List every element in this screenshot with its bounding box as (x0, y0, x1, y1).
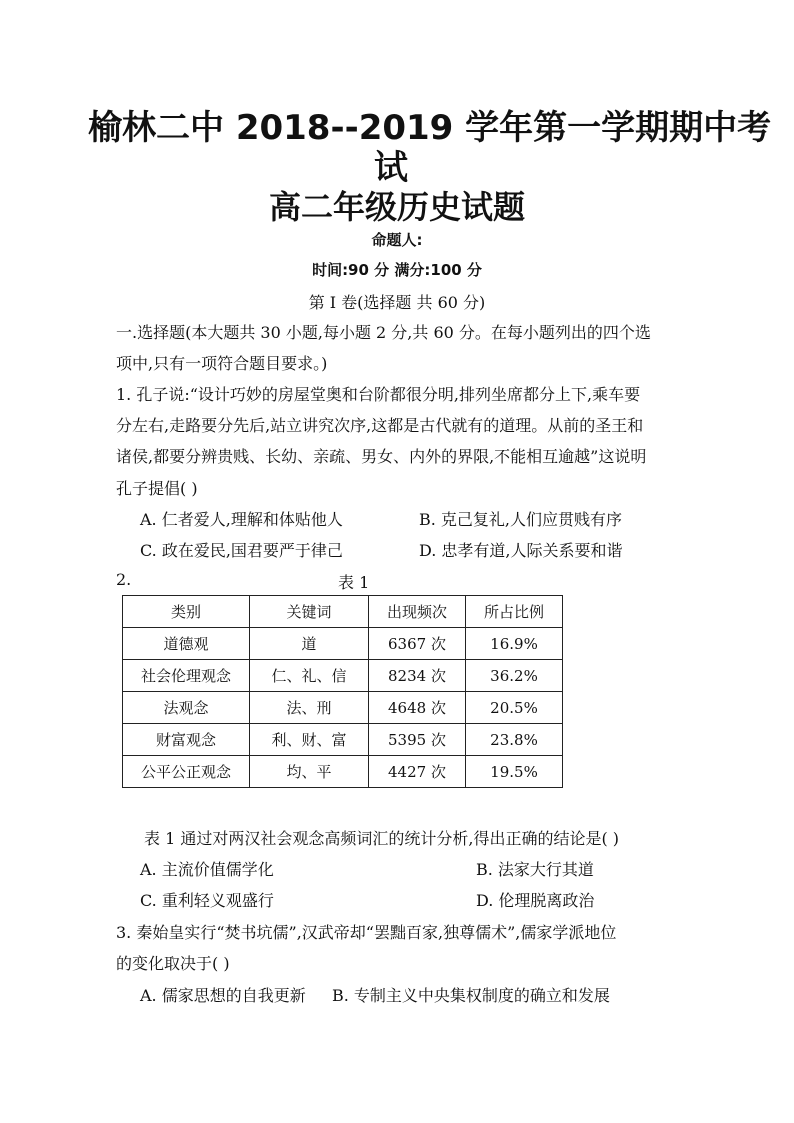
q2-option-c: C. 重利轻义观盛行 (140, 891, 274, 910)
table-header-cell: 所占比例 (466, 596, 563, 628)
table-cell: 法观念 (123, 692, 250, 724)
table-caption: 表 1 (338, 573, 370, 592)
table-cell: 19.5% (466, 756, 563, 788)
q3-option-b: B. 专制主义中央集权制度的确立和发展 (332, 986, 610, 1005)
table-cell: 社会伦理观念 (123, 660, 250, 692)
table-row (123, 628, 563, 660)
table-cell: 道德观 (123, 628, 250, 660)
time-score-line: 时间:90 分 满分:100 分 (312, 261, 482, 279)
q1-option-c: C. 政在爱民,国君要严于律己 (140, 541, 343, 560)
table-row (123, 692, 563, 724)
table-header-row (123, 596, 563, 628)
table-row (123, 660, 563, 692)
q1-option-d: D. 忠孝有道,人际关系要和谐 (419, 541, 623, 560)
table-cell: 公平公正观念 (123, 756, 250, 788)
instructions-line1: 一.选择题(本大题共 30 小题,每小题 2 分,共 60 分。在每小题列出的四个选 (116, 323, 651, 342)
table-cell: 法、刑 (250, 692, 369, 724)
table-cell: 道 (250, 628, 369, 660)
table-cell: 4648 次 (369, 692, 466, 724)
table-cell: 36.2% (466, 660, 563, 692)
author-line: 命题人: (371, 231, 423, 249)
q3-line1: 3. 秦始皇实行“焚书坑儒”,汉武帝却“罢黜百家,独尊儒术”,儒家学派地位 (116, 923, 617, 942)
q1-option-b: B. 克己复礼,人们应贯贱有序 (419, 510, 623, 529)
table-cell: 8234 次 (369, 660, 466, 692)
frequency-table (122, 595, 563, 788)
q1-option-a: A. 仁者爱人,理解和体贴他人 (140, 510, 343, 529)
table-cell: 16.9% (466, 628, 563, 660)
q1-line2: 分左右,走路要分先后,站立讲究次序,这都是古代就有的道理。从前的圣王和 (116, 416, 644, 435)
table-header-cell: 出现频次 (369, 596, 466, 628)
table-cell: 23.8% (466, 724, 563, 756)
table-row (123, 724, 563, 756)
q1-line3: 诸侯,都要分辨贵贱、长幼、亲疏、男女、内外的界限,不能相互逾越”这说明 (116, 447, 647, 466)
q2-option-d: D. 伦理脱离政治 (476, 891, 595, 910)
q3-option-a: A. 儒家思想的自我更新 (140, 986, 306, 1005)
exam-title-line2: 试 (374, 148, 408, 188)
table-cell: 仁、礼、信 (250, 660, 369, 692)
table-cell: 4427 次 (369, 756, 466, 788)
exam-subtitle: 高二年级历史试题 (268, 188, 525, 226)
table-cell: 6367 次 (369, 628, 466, 660)
table-cell: 利、财、富 (250, 724, 369, 756)
section-heading: 第 I 卷(选择题 共 60 分) (308, 293, 486, 312)
q2-number: 2. (116, 570, 132, 589)
exam-title-line1: 榆林二中 2018--2019 学年第一学期期中考 (88, 108, 772, 148)
table-row (123, 756, 563, 788)
q2-option-b: B. 法家大行其道 (476, 860, 594, 879)
table-header-cell: 关键词 (250, 596, 369, 628)
q1-line1: 1. 孔子说:“设计巧妙的房屋堂奥和台阶都很分明,排列坐席都分上下,乘车要 (116, 385, 641, 404)
table-cell: 财富观念 (123, 724, 250, 756)
table-cell: 5395 次 (369, 724, 466, 756)
table-header-cell: 类别 (123, 596, 250, 628)
table-cell: 均、平 (250, 756, 369, 788)
instructions-line2: 项中,只有一项符合题目要求。) (116, 354, 328, 373)
q2-stem: 表 1 通过对两汉社会观念高频词汇的统计分析,得出正确的结论是( ) (144, 829, 620, 848)
q1-line4: 孔子提倡( ) (116, 479, 198, 498)
q3-line2: 的变化取决于( ) (116, 954, 230, 973)
table-cell: 20.5% (466, 692, 563, 724)
q2-option-a: A. 主流价值儒学化 (140, 860, 274, 879)
